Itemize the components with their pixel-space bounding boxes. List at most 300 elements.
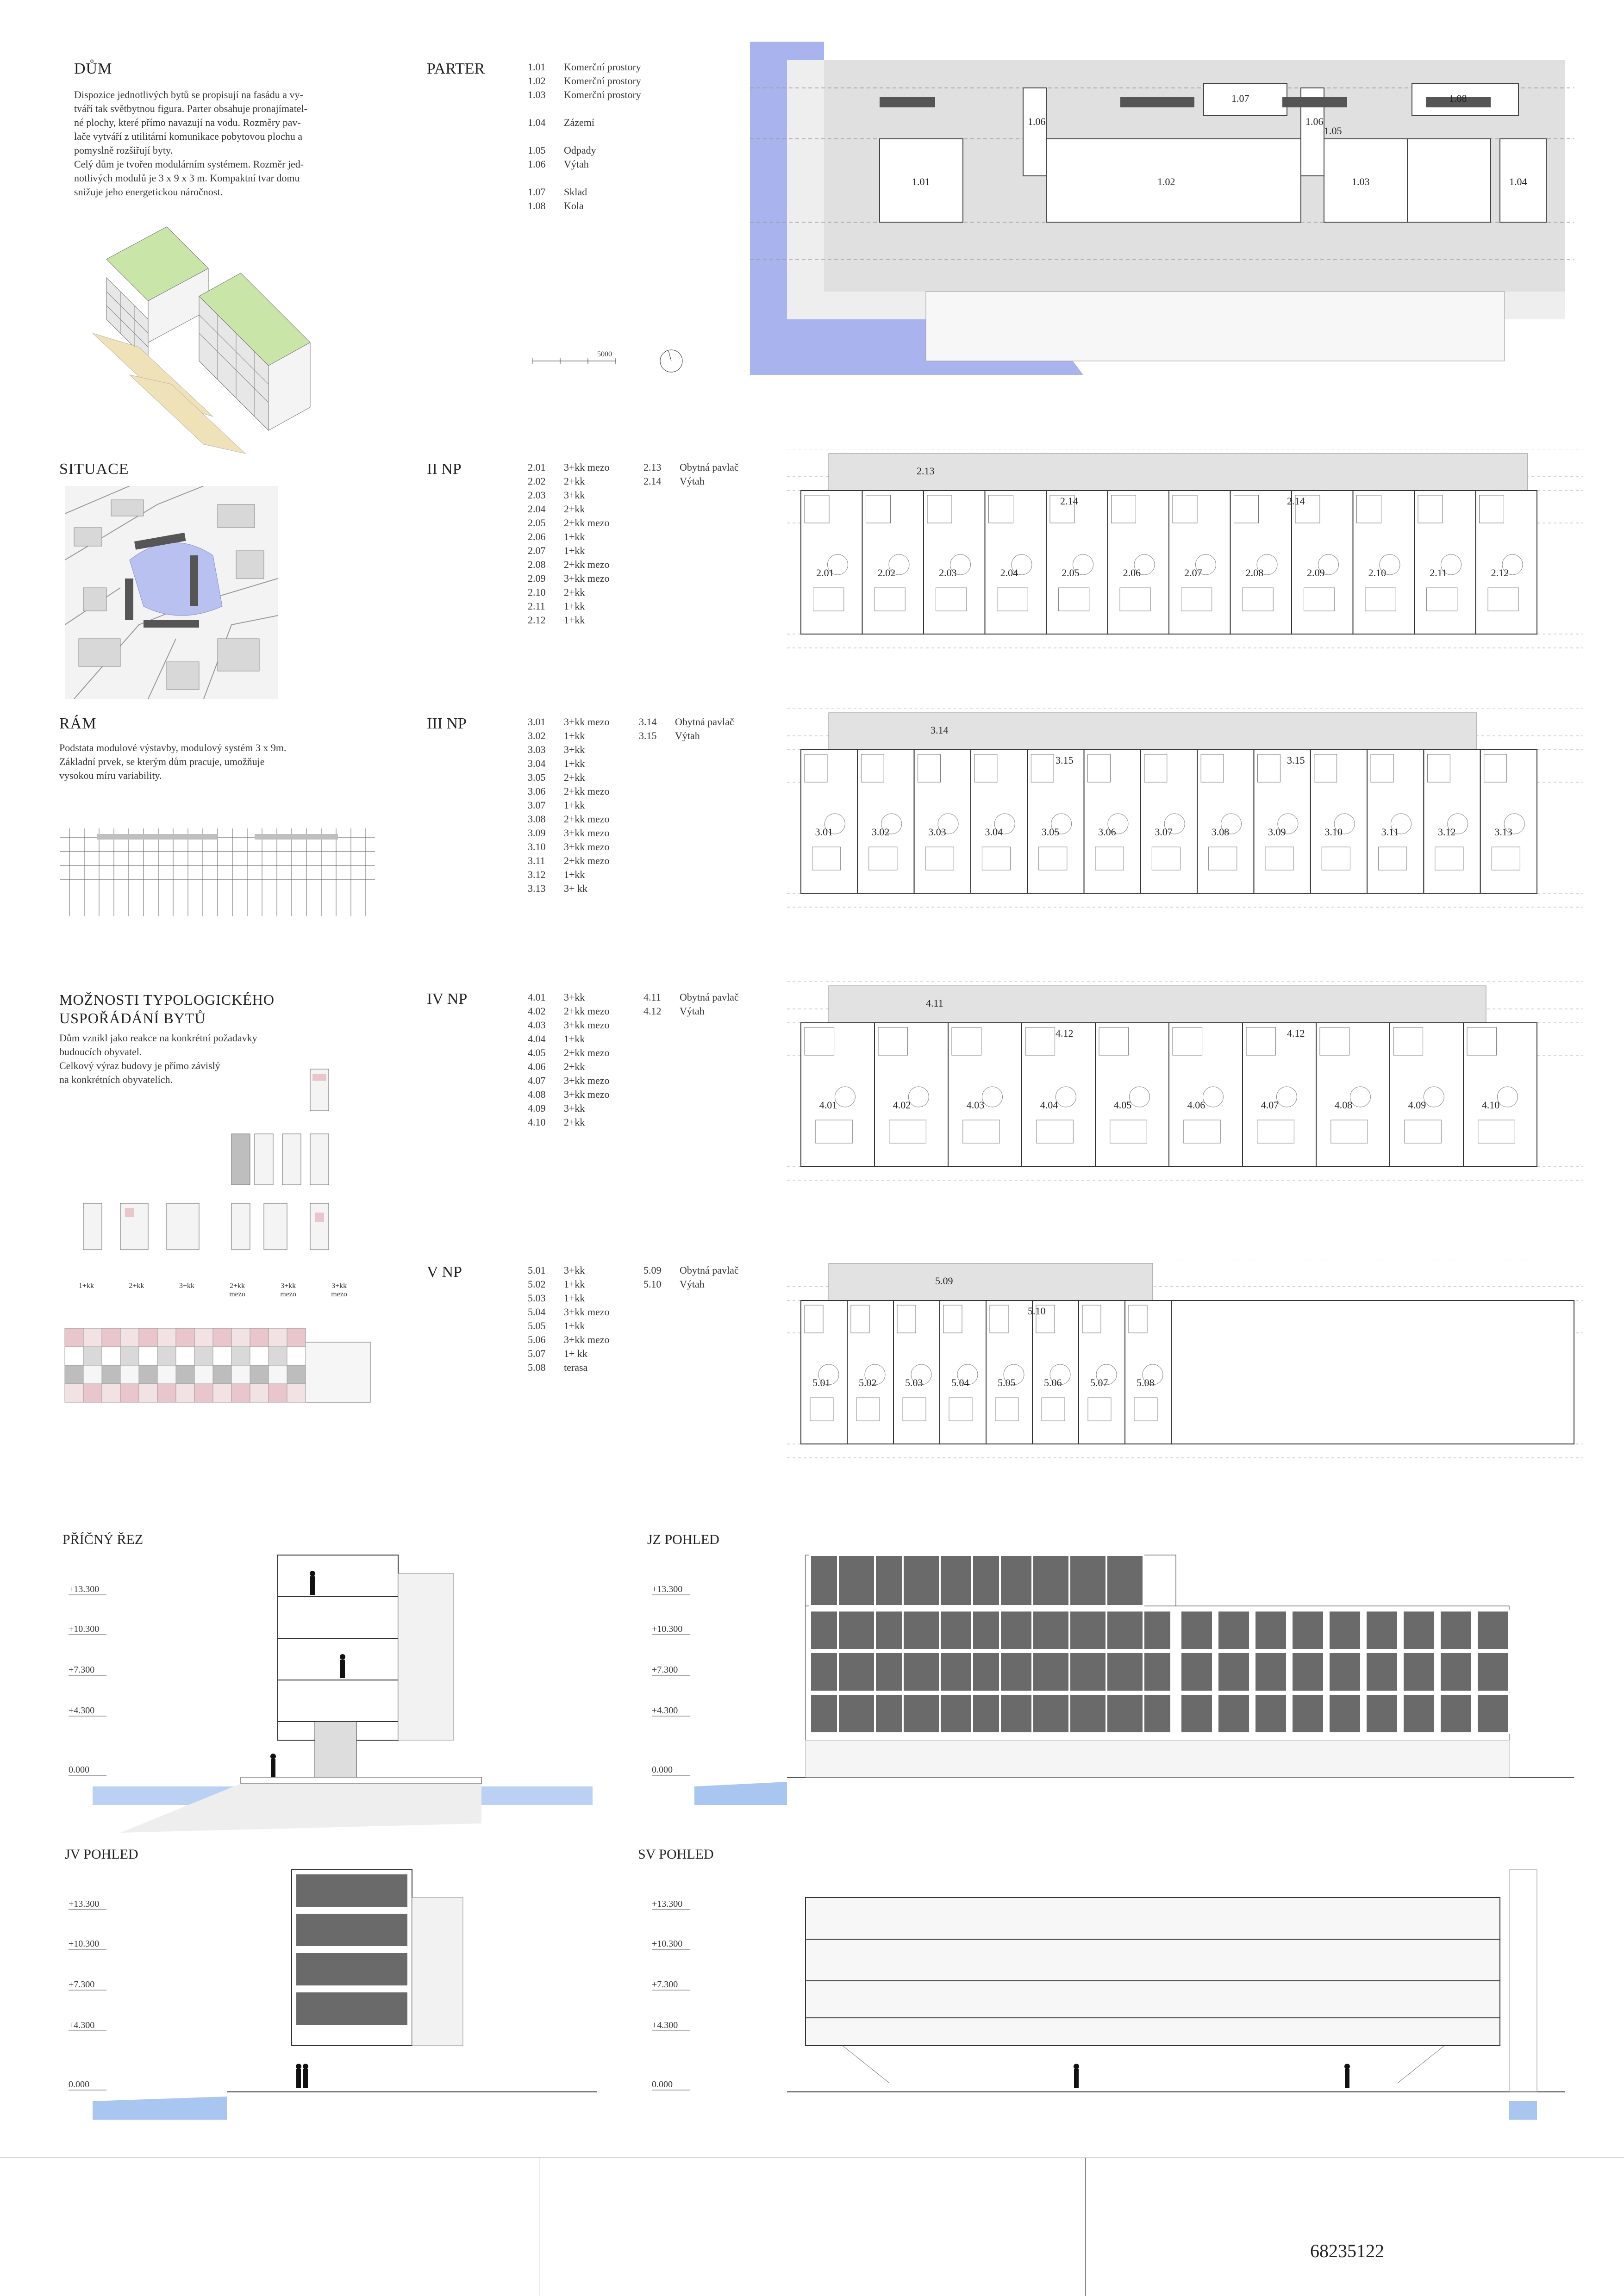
typology-cell	[65, 1384, 83, 1402]
unit-label: 4.05	[1113, 1099, 1132, 1111]
dum-title: DŮM	[74, 60, 112, 77]
typology-cell	[176, 1347, 194, 1365]
unit-label: 5.03	[905, 1377, 923, 1388]
apartment	[893, 1300, 940, 1444]
plan-3np	[787, 708, 1583, 912]
elevation-mark: 0.000	[69, 1765, 89, 1775]
typology-cell	[194, 1328, 213, 1347]
unit-label: 3.05	[1041, 826, 1060, 838]
legend-row: 4.12 Výtah	[643, 1005, 705, 1017]
typology-cell	[250, 1328, 269, 1347]
unit-label: 3.11	[1381, 826, 1399, 838]
facade-panel	[838, 1694, 875, 1733]
legend-row: 4.07 3+kk mezo	[528, 1075, 610, 1086]
typology-cell	[213, 1328, 231, 1347]
legend-parter: 1.01 Komerční prostory 1.02 Komerční prostory 1.03 Komerční prostory 1.04 Zázemí 1.05 Odpady 1.06 Výtah 1.07 Sklad 1.08 Kola	[528, 61, 641, 212]
typology-cell	[83, 1347, 102, 1365]
plan-label: 2.14	[1287, 495, 1305, 507]
facade-panel	[1069, 1652, 1106, 1692]
unit-label: 3.10	[1324, 826, 1343, 838]
apartment	[1027, 750, 1084, 893]
unit-label: 2.04	[1000, 567, 1018, 579]
elevation-mark: 0.000	[69, 2079, 89, 2090]
typology-cell	[250, 1347, 269, 1365]
unit-label: 2.01	[816, 567, 834, 579]
facade-panel	[1292, 1694, 1324, 1733]
unit-label: 5.07	[1090, 1377, 1108, 1388]
legend-row: 3.05 2+kk	[528, 772, 585, 783]
type-label: 1+kk	[79, 1282, 94, 1290]
plan-label: 4.12	[1056, 1027, 1074, 1039]
unit-label: 2.03	[939, 567, 957, 579]
elevation-jv	[65, 1860, 597, 2138]
legend-row: 4.11 Obytná pavlač	[643, 991, 739, 1003]
facade-panel	[1181, 1694, 1213, 1733]
unit-label: 4.06	[1187, 1099, 1206, 1111]
facade-panel	[1181, 1611, 1213, 1650]
facade-panel	[1000, 1611, 1032, 1650]
unit-label: 3.08	[1211, 826, 1230, 838]
typology-cell	[269, 1328, 287, 1347]
facade-panel	[1477, 1694, 1509, 1733]
room-label: 1.04	[1509, 176, 1527, 187]
apartment	[1032, 1300, 1079, 1444]
legend-row: 4.05 2+kk mezo	[528, 1047, 610, 1058]
typology-cell	[287, 1347, 306, 1365]
typology-cell	[83, 1365, 102, 1384]
apartment	[1353, 491, 1415, 634]
typology-cell	[194, 1384, 213, 1402]
facade-panel	[1255, 1694, 1287, 1733]
facade-panel	[1069, 1694, 1106, 1733]
unit-label: 2.10	[1368, 567, 1387, 579]
typology-cell	[287, 1328, 306, 1347]
facade-panel	[903, 1555, 940, 1606]
apartment	[857, 750, 914, 893]
legend-row: 2.08 2+kk mezo	[528, 559, 610, 570]
facade-panel	[1032, 1694, 1069, 1733]
legend-row: 3.06 2+kk mezo	[528, 785, 610, 797]
unit-label: 4.01	[819, 1099, 837, 1111]
facade-panel	[875, 1555, 903, 1606]
facade-panel	[1000, 1555, 1032, 1606]
apartment	[1084, 750, 1141, 893]
elevation-mark: +7.300	[69, 1979, 95, 1990]
facade-panel	[1292, 1611, 1324, 1650]
typology-cell	[65, 1328, 83, 1347]
plan-label: 2.14	[1060, 495, 1078, 507]
room-label: 1.08	[1449, 93, 1467, 104]
apartment	[1367, 750, 1424, 893]
facade-panel	[940, 1611, 972, 1650]
legend-row: 5.06 3+kk mezo	[528, 1334, 610, 1345]
legend-row: 3.09 3+kk mezo	[528, 827, 610, 839]
unit-label: 3.04	[985, 826, 1003, 838]
unit-label: 2.12	[1491, 567, 1509, 579]
unit-label: 2.05	[1062, 567, 1080, 579]
plan-label: 3.15	[1287, 754, 1305, 766]
apartment	[1095, 1023, 1169, 1166]
legend-row: 2.07 1+kk	[528, 545, 585, 556]
room-label: 1.07	[1231, 93, 1249, 104]
legend-row: 3.08 2+kk mezo	[528, 813, 610, 825]
facade-panel	[1143, 1611, 1171, 1650]
legend-row: 3.13 3+ kk	[528, 883, 587, 894]
legend-3np	[528, 715, 610, 896]
apartment	[1141, 750, 1197, 893]
typology-cell	[83, 1384, 102, 1402]
facade-panel	[1218, 1652, 1250, 1692]
apartment	[801, 491, 862, 634]
unit-label: 5.05	[998, 1377, 1016, 1388]
plan-label: 5.10	[1028, 1305, 1046, 1317]
typology-cell	[213, 1384, 231, 1402]
legend-row: 2.09 3+kk mezo	[528, 572, 610, 584]
room-label: 1.02	[1157, 176, 1175, 187]
legend-row: 2.03 3+kk	[528, 489, 585, 501]
legend-row: 3.07 1+kk	[528, 799, 585, 811]
plan-label: 4.11	[926, 997, 943, 1009]
elevation-mark: +10.300	[69, 1624, 100, 1634]
apartment	[1390, 1023, 1463, 1166]
apartment	[940, 1300, 986, 1444]
typology-cell	[120, 1384, 139, 1402]
legend-row: 2.01 3+kk mezo	[528, 461, 610, 473]
type-label: 2+kk mezo	[229, 1282, 245, 1298]
legend-row: 5.04 3+kk mezo	[528, 1306, 610, 1318]
legend-row: 3.02 1+kk	[528, 730, 585, 741]
facade-panel	[1069, 1611, 1106, 1650]
plan-parter	[750, 42, 1574, 380]
type-label: 3+kk mezo	[331, 1282, 347, 1298]
apartment	[874, 1023, 948, 1166]
type-label: 3+kk mezo	[280, 1282, 296, 1298]
cross-section	[65, 1546, 597, 1842]
elevation-mark: +4.300	[69, 2020, 95, 2030]
legend-3np-extra	[639, 715, 734, 743]
legend-row: 5.01 3+kk	[528, 1264, 585, 1276]
apartment	[847, 1300, 893, 1444]
apartment	[1316, 1023, 1390, 1166]
apartment	[801, 750, 857, 893]
plan-label: 3.14	[931, 724, 949, 736]
legend-4np-extra	[643, 990, 739, 1018]
unit-label: 3.02	[871, 826, 890, 838]
dum-section	[74, 60, 375, 199]
apartment	[971, 750, 1027, 893]
legend-row: 2.10 2+kk	[528, 586, 585, 598]
apartment	[1046, 491, 1108, 634]
legend-row: 5.02 1+kk	[528, 1278, 585, 1290]
section-title-jv: JV POHLED	[65, 1847, 138, 1862]
scale-bar	[532, 342, 685, 375]
unit-label: 3.12	[1437, 826, 1456, 838]
unit-label: 3.03	[928, 826, 946, 838]
typology-cell	[120, 1328, 139, 1347]
apartment	[1125, 1300, 1171, 1444]
facade-panel	[1292, 1652, 1324, 1692]
facade-panel	[1329, 1652, 1361, 1692]
unit-label: 5.04	[951, 1377, 969, 1388]
level-label-parter: PARTER	[427, 60, 485, 77]
unit-label: 4.10	[1481, 1099, 1500, 1111]
facade-panel	[810, 1555, 838, 1606]
apartment	[1169, 1023, 1243, 1166]
facade-panel	[1218, 1694, 1250, 1733]
unit-label: 3.13	[1494, 826, 1512, 838]
facade-panel	[903, 1611, 940, 1650]
typology-cell	[65, 1347, 83, 1365]
facade-panel	[903, 1694, 940, 1733]
site-map	[65, 486, 278, 699]
typology-cell	[139, 1384, 157, 1402]
apartment	[986, 1300, 1032, 1444]
dum-text: Dispozice jednotlivých bytů se propisují na fasádu a vy- tváří tak světbytnou figura. Parter obsahuje pronajímatel- né plochy, které přímo navazují na vodu. Rozměry pav- lače vytváří z utilitární komunikace pobytovou plochu a pomyslně rozšiřují byty. Celý dům je tvořen modulárním systémem. Rozměr jed- notlivých modulů je 3 x 9 x 3 m. Kompaktní tvar domu snižuje jeho energetickou náročnost.	[74, 89, 308, 198]
frame-diagram	[60, 824, 375, 921]
legend-row: 3.04 1+kk	[528, 758, 585, 769]
elevation-sv	[648, 1860, 1574, 2138]
legend-row: 3.01 3+kk mezo	[528, 716, 610, 728]
legend-4np	[528, 990, 610, 1129]
elevation-mark: +13.300	[652, 1584, 683, 1594]
legend-2np-extra	[643, 460, 739, 488]
typology-cell	[120, 1347, 139, 1365]
unit-label: 4.08	[1334, 1099, 1353, 1111]
elevation-mark: +4.300	[69, 1705, 95, 1716]
legend-row: 4.10 2+kk	[528, 1116, 585, 1128]
apartment	[1254, 750, 1310, 893]
elevation-mark: +13.300	[69, 1899, 100, 1909]
legend-row: 4.04 1+kk	[528, 1033, 585, 1045]
legend-row: 5.03 1+kk	[528, 1292, 585, 1304]
level-label-4np: IV NP	[427, 990, 468, 1008]
apartment	[1079, 1300, 1125, 1444]
section-title-prurez: PŘÍČNÝ ŘEZ	[62, 1532, 144, 1547]
apartment	[914, 750, 971, 893]
level-label-5np: V NP	[427, 1263, 462, 1281]
moznosti-title-1: MOŽNOSTI TYPOLOGICKÉHO	[59, 991, 275, 1008]
legend-row: 3.15 Výtah	[639, 730, 700, 741]
facade-panel	[1440, 1694, 1472, 1733]
typology-cell	[213, 1347, 231, 1365]
apartment	[1311, 750, 1367, 893]
plan-label: 2.13	[917, 465, 935, 477]
facade-panel	[1181, 1652, 1213, 1692]
elevation-mark: +13.300	[652, 1899, 683, 1909]
plan-4np	[787, 981, 1583, 1185]
plan-label: 3.15	[1056, 754, 1074, 766]
legend-row: 3.03 3+kk	[528, 744, 585, 755]
facade-panel	[1366, 1694, 1398, 1733]
facade-panel	[1032, 1611, 1069, 1650]
facade-panel	[1255, 1611, 1287, 1650]
legend-row: 4.08 3+kk mezo	[528, 1089, 610, 1100]
typology-cell	[269, 1347, 287, 1365]
legend-row: 2.12 1+kk	[528, 614, 585, 626]
unit-label: 2.06	[1123, 567, 1141, 579]
unit-label: 3.06	[1098, 826, 1116, 838]
legend-row: 4.01 3+kk	[528, 991, 585, 1003]
apartment	[1480, 750, 1537, 893]
legend-row: 5.10 Výtah	[643, 1278, 705, 1290]
apartment	[1243, 1023, 1316, 1166]
facade-panel	[1143, 1694, 1171, 1733]
facade-panel	[1255, 1652, 1287, 1692]
apartment	[1197, 750, 1254, 893]
typology-cell	[287, 1384, 306, 1402]
facade-panel	[838, 1652, 875, 1692]
moznosti-title-2: USPOŘÁDÁNÍ BYTŮ	[59, 1010, 206, 1027]
typology-cell	[194, 1347, 213, 1365]
ram-text: Podstata modulové výstavby, modulový systém 3 x 9m. Základní prvek, se kterým dům pracuje, umožňuje vysokou míru variability.	[59, 742, 287, 781]
facade-panel	[1403, 1652, 1435, 1692]
level-label-2np: II NP	[427, 460, 462, 478]
typology-cell	[213, 1365, 231, 1384]
unit-label: 5.08	[1137, 1377, 1155, 1388]
typology-cell	[65, 1365, 83, 1384]
legend-row: 2.11 1+kk	[528, 600, 585, 612]
typology-cell	[231, 1347, 250, 1365]
elevation-mark: +13.300	[69, 1584, 100, 1594]
unit-label: 3.07	[1155, 826, 1173, 838]
typology-cell	[231, 1328, 250, 1347]
typology-cell	[250, 1384, 269, 1402]
elevation-mark: +7.300	[652, 1979, 678, 1990]
unit-label: 3.01	[815, 826, 833, 838]
legend-row: 4.03 3+kk mezo	[528, 1019, 610, 1031]
facade-panel	[1440, 1611, 1472, 1650]
room-label: 1.01	[912, 176, 930, 187]
unit-label: 4.09	[1408, 1099, 1426, 1111]
typology-cell	[83, 1328, 102, 1347]
axonometric-drawing	[93, 222, 370, 463]
legend-row: 5.07 1+ kk	[528, 1348, 587, 1359]
elevation-mark: +10.300	[652, 1624, 683, 1634]
apartment	[924, 491, 985, 634]
facade-panel	[972, 1555, 1000, 1606]
gallery-deck	[829, 713, 1477, 750]
scale-label: 5000	[597, 350, 612, 358]
legend-row: 2.13 Obytná pavlač	[643, 461, 739, 473]
typology-cell	[231, 1384, 250, 1402]
legend-5np-extra	[643, 1263, 739, 1291]
typology-cell	[102, 1328, 120, 1347]
unit-label: 2.08	[1245, 567, 1264, 579]
facade-panel	[1032, 1652, 1069, 1692]
footer-code: 68235122	[1310, 2240, 1384, 2261]
facade-panel	[1477, 1611, 1509, 1650]
typology-cell	[157, 1328, 176, 1347]
facade-panel	[1477, 1652, 1509, 1692]
elevation-mark: +10.300	[69, 1939, 100, 1949]
typology-cell	[139, 1365, 157, 1384]
elevation-mark: 0.000	[652, 1765, 673, 1775]
facade-panel	[875, 1652, 903, 1692]
plan-2np	[787, 449, 1583, 653]
legend-row: 2.14 Výtah	[643, 475, 705, 487]
roof-terrace	[1171, 1300, 1574, 1444]
typology-cell	[120, 1365, 139, 1384]
elevation-mark: 0.000	[652, 2079, 673, 2090]
legend-row: 5.08 terasa	[528, 1362, 588, 1373]
plan-5np	[787, 1259, 1583, 1462]
legend-row: 4.02 2+kk mezo	[528, 1005, 610, 1017]
section-title-jz: JZ POHLED	[647, 1532, 719, 1547]
apartment	[1476, 491, 1537, 634]
apartment	[1414, 491, 1476, 634]
unit-label: 4.02	[893, 1099, 911, 1111]
facade-panel	[1366, 1652, 1398, 1692]
level-label-3np: III NP	[427, 715, 467, 732]
elevation-mark: +7.300	[69, 1665, 95, 1675]
facade-panel	[972, 1694, 1000, 1733]
typology-cell	[102, 1365, 120, 1384]
facade-panel	[1440, 1652, 1472, 1692]
typology-diagram	[79, 1064, 356, 1259]
facade-panel	[903, 1652, 940, 1692]
facade-panel	[1329, 1611, 1361, 1650]
unit-label: 4.07	[1261, 1099, 1279, 1111]
elevation-mark: +7.300	[652, 1665, 678, 1675]
facade-panel	[1106, 1611, 1143, 1650]
facade-panel	[1106, 1694, 1143, 1733]
facade-panel	[1032, 1555, 1069, 1606]
type-label: 2+kk	[129, 1282, 144, 1290]
apartment	[1108, 491, 1169, 634]
elevation-mark: +4.300	[652, 1705, 678, 1716]
facade-panel	[810, 1611, 838, 1650]
apartment	[1292, 491, 1353, 634]
facade-panel	[1069, 1555, 1106, 1606]
unit-label: 5.02	[859, 1377, 877, 1388]
room-label: 1.06	[1305, 116, 1324, 127]
facade-panel	[1143, 1652, 1171, 1692]
typology-cell	[102, 1347, 120, 1365]
footer-divider-2	[1085, 2158, 1086, 2296]
facade-panel	[810, 1694, 838, 1733]
unit-label: 2.07	[1184, 567, 1202, 579]
unit-label: 3.09	[1268, 826, 1286, 838]
typology-cell	[269, 1365, 287, 1384]
facade-panel	[875, 1694, 903, 1733]
typology-cell	[157, 1347, 176, 1365]
facade-panel	[810, 1652, 838, 1692]
plan-label: 5.09	[935, 1275, 953, 1287]
typology-cell	[139, 1347, 157, 1365]
unit-label: 2.09	[1307, 567, 1325, 579]
room-label: 1.05	[1324, 125, 1342, 137]
legend-row: 2.06 1+kk	[528, 531, 585, 542]
facade-panel	[1403, 1694, 1435, 1733]
typology-cell	[194, 1365, 213, 1384]
facade-panel	[1000, 1652, 1032, 1692]
apartment	[801, 1300, 847, 1444]
legend-2np	[528, 460, 610, 627]
section-title-sv: SV POHLED	[638, 1847, 714, 1862]
unit-label: 5.06	[1044, 1377, 1062, 1388]
facade-panel	[838, 1555, 875, 1606]
legend-row: 5.05 1+kk	[528, 1320, 585, 1332]
plan-label: 4.12	[1287, 1027, 1305, 1039]
ram-section	[59, 715, 383, 783]
typology-cell	[139, 1328, 157, 1347]
moznosti-text: Dům vznikl jako reakce na konkrétní požadavky budoucích obyvatel. Celkový výraz budovy je přímo závislý na konkrétních obyvatelích.	[59, 1032, 257, 1085]
typology-cell	[231, 1365, 250, 1384]
facade-panel	[940, 1555, 972, 1606]
legend-row: 3.10 3+kk mezo	[528, 841, 610, 852]
facade-panel	[940, 1694, 972, 1733]
elevation-jz	[648, 1546, 1574, 1842]
